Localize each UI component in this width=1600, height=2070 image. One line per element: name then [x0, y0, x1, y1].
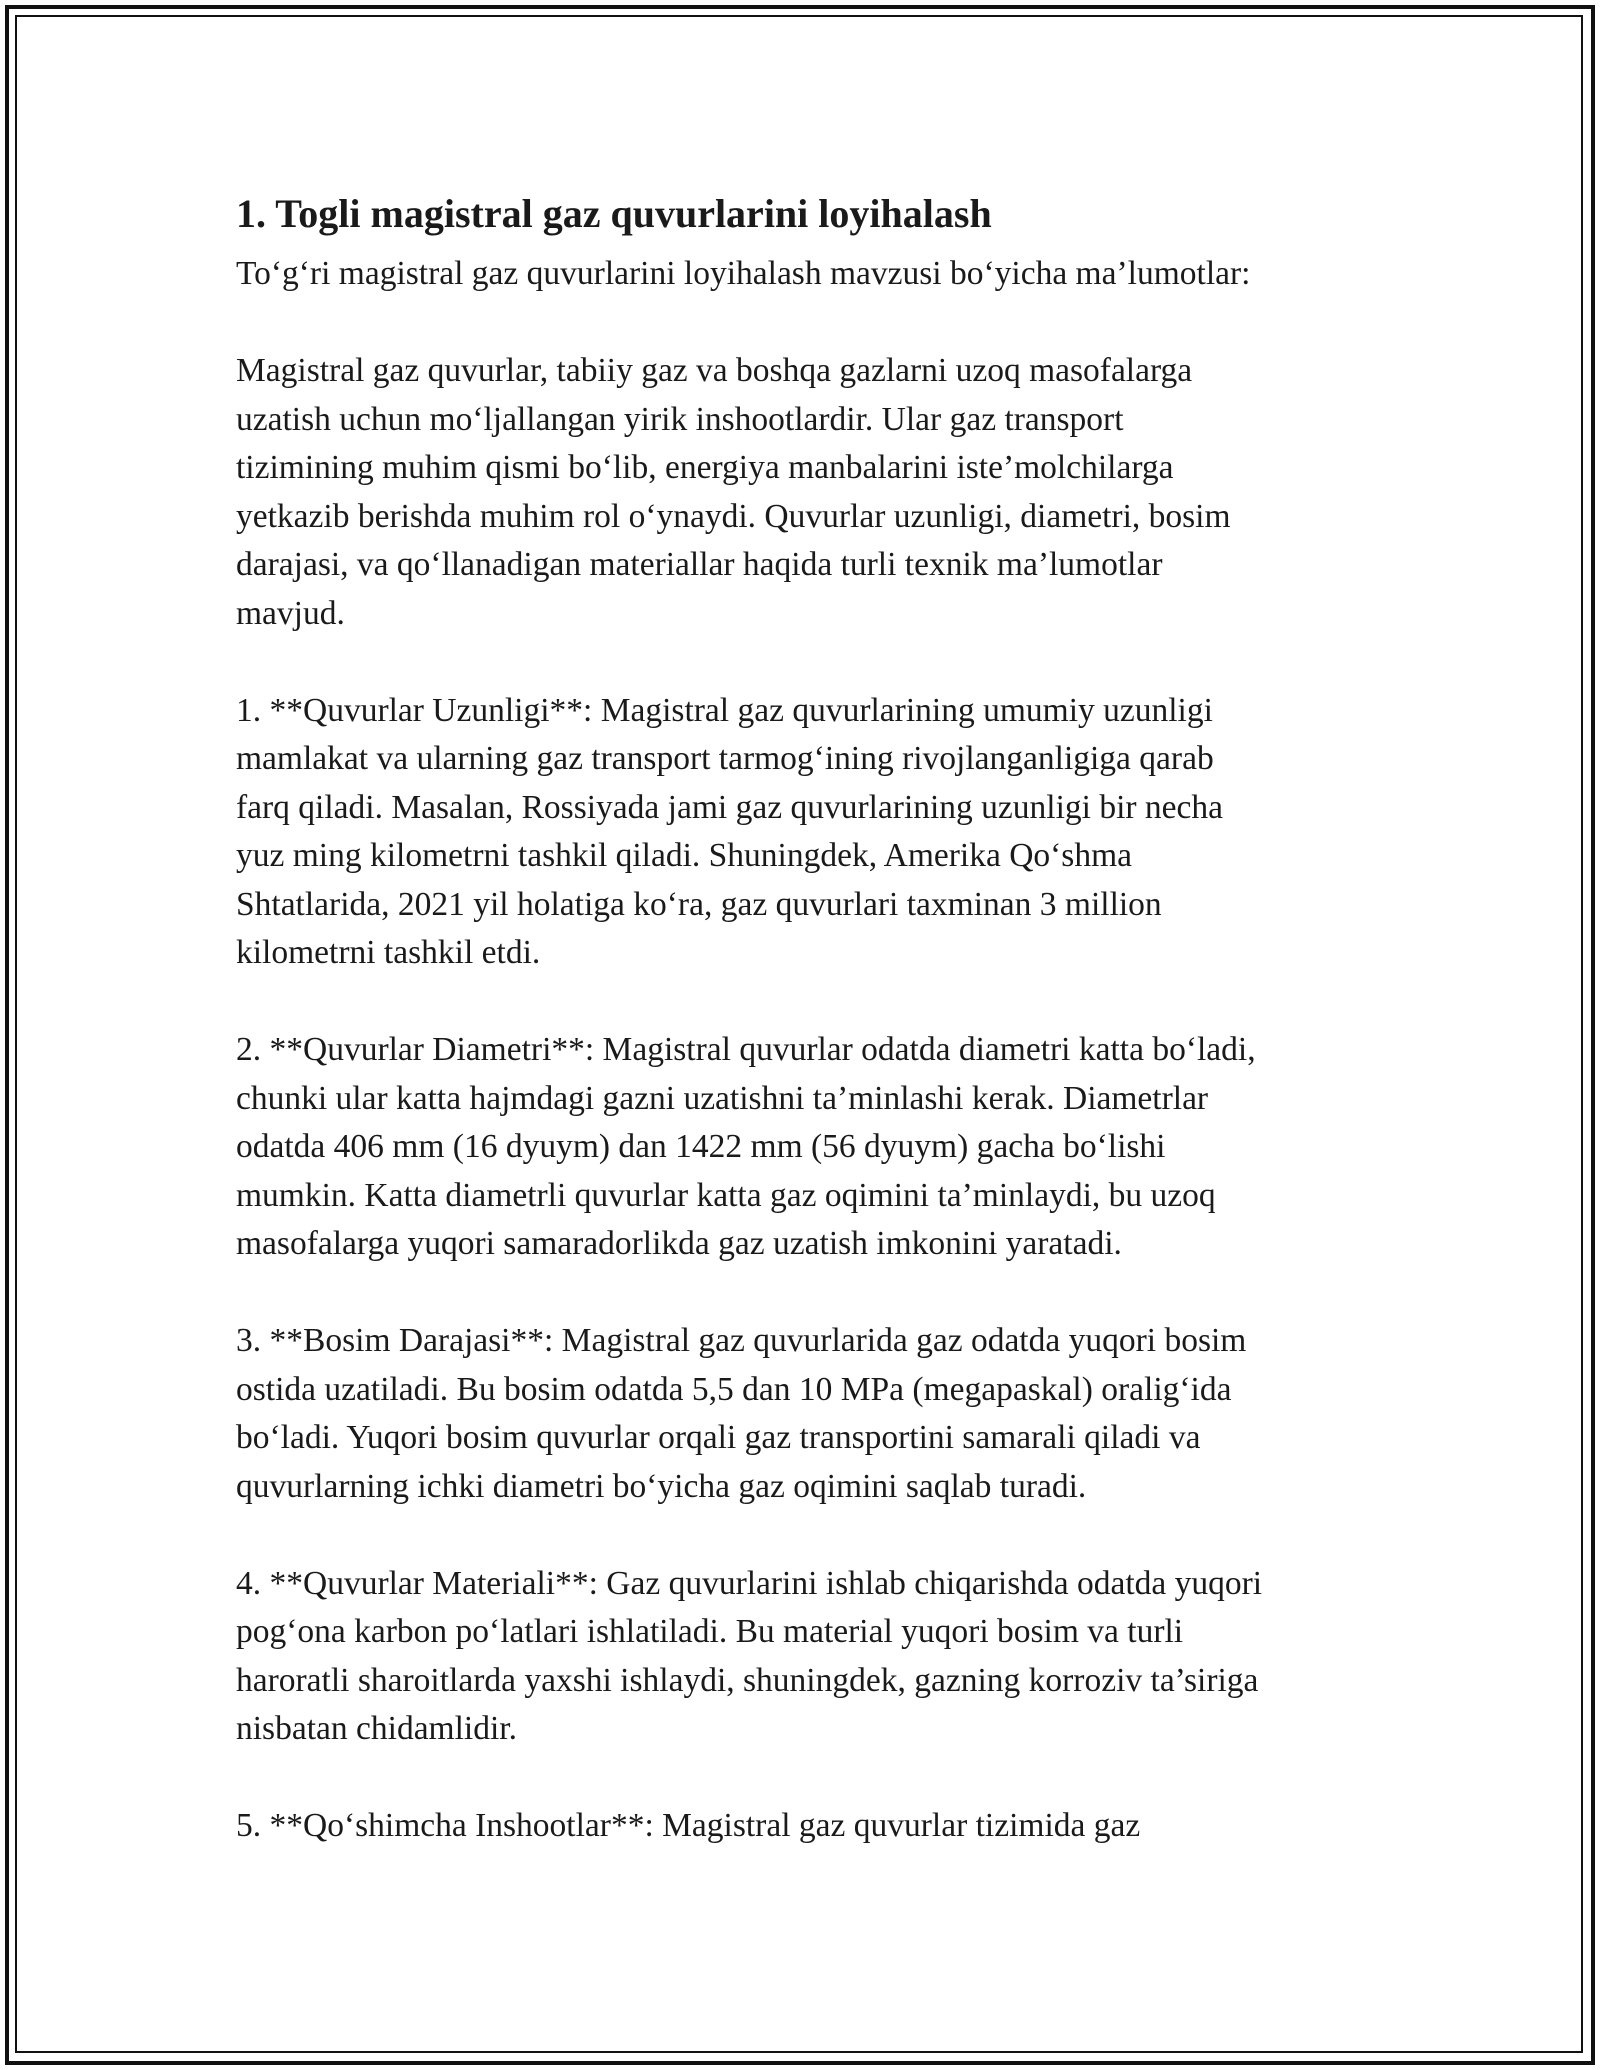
overview-paragraph: Magistral gaz quvurlar, tabiiy gaz va boshqa gazlarni uzoq masofalarga uzatish uchun mo‘ljallangan yirik inshootlardir. Ular gaz transport tizimining muhim qismi bo‘lib, energiya manbalarini iste’molchilarga yetkazib berishda muhim rol o‘ynaydi. Quvurlar uzunligi, diametri, bosim darajasi, va qo‘llanadigan materiallar haqida turli texnik ma’lumotlar mavjud.	[236, 352, 1231, 632]
list-item-facilities: 5. **Qo‘shimcha Inshootlar**: Magistral gaz quvurlar tizimida gaz	[236, 1807, 1141, 1844]
list-item-material: 4. **Quvurlar Materiali**: Gaz quvurlarini ishlab chiqarishda odatda yuqori pog‘ona karbon po‘latlari ishlatiladi. Bu material yuqori bosim va turli haroratli sharoitlarda yaxshi ishlaydi, shuningdek, gazning korroziv ta’siriga nisbatan chidamlidir.	[236, 1564, 1263, 1747]
document-page	[236, 188, 1396, 1851]
list-item-pressure: 3. **Bosim Darajasi**: Magistral gaz quvurlarida gaz odatda yuqori bosim ostida uzatiladi. Bu bosim odatda 5,5 dan 10 MPa (megapaskal) oralig‘ida bo‘ladi. Yuqori bosim quvurlar orqali gaz transportini samarali qiladi va quvurlarning ichki diametri bo‘yicha gaz oqimini saqlab turadi.	[236, 1322, 1247, 1505]
list-item-length: 1. **Quvurlar Uzunligi**: Magistral gaz quvurlarining umumiy uzunligi mamlakat va ularning gaz transport tarmog‘ining rivojlanganligiga qarab farq qiladi. Masalan, Rossiyada jami gaz quvurlarining uzunligi bir necha yuz ming kilometrni tashkil qiladi. Shuningdek, Amerika Qo‘shma Shtatlarida, 2021 yil holatiga ko‘ra, gaz quvurlari taxminan 3 million kilometrni tashkil etdi.	[236, 691, 1224, 971]
list-item-diameter: 2. **Quvurlar Diametri**: Magistral quvurlar odatda diametri katta bo‘ladi, chunki ular katta hajmdagi gazni uzatishni ta’minlashi kerak. Diametrlar odatda 406 mm (16 dyuym) dan 1422 mm (56 dyuym) gacha bo‘lishi mumkin. Katta diametrli quvurlar katta gaz oqimini ta’minlaydi, bu uzoq masofalarga yuqori samaradorlikda gaz uzatish imkonini yaratadi.	[236, 1031, 1256, 1262]
document-title: 1. Togli magistral gaz quvurlarini loyihalash	[236, 191, 992, 236]
intro-paragraph: To‘g‘ri magistral gaz quvurlarini loyihalash mavzusi bo‘yicha ma’lumotlar:	[236, 255, 1251, 292]
